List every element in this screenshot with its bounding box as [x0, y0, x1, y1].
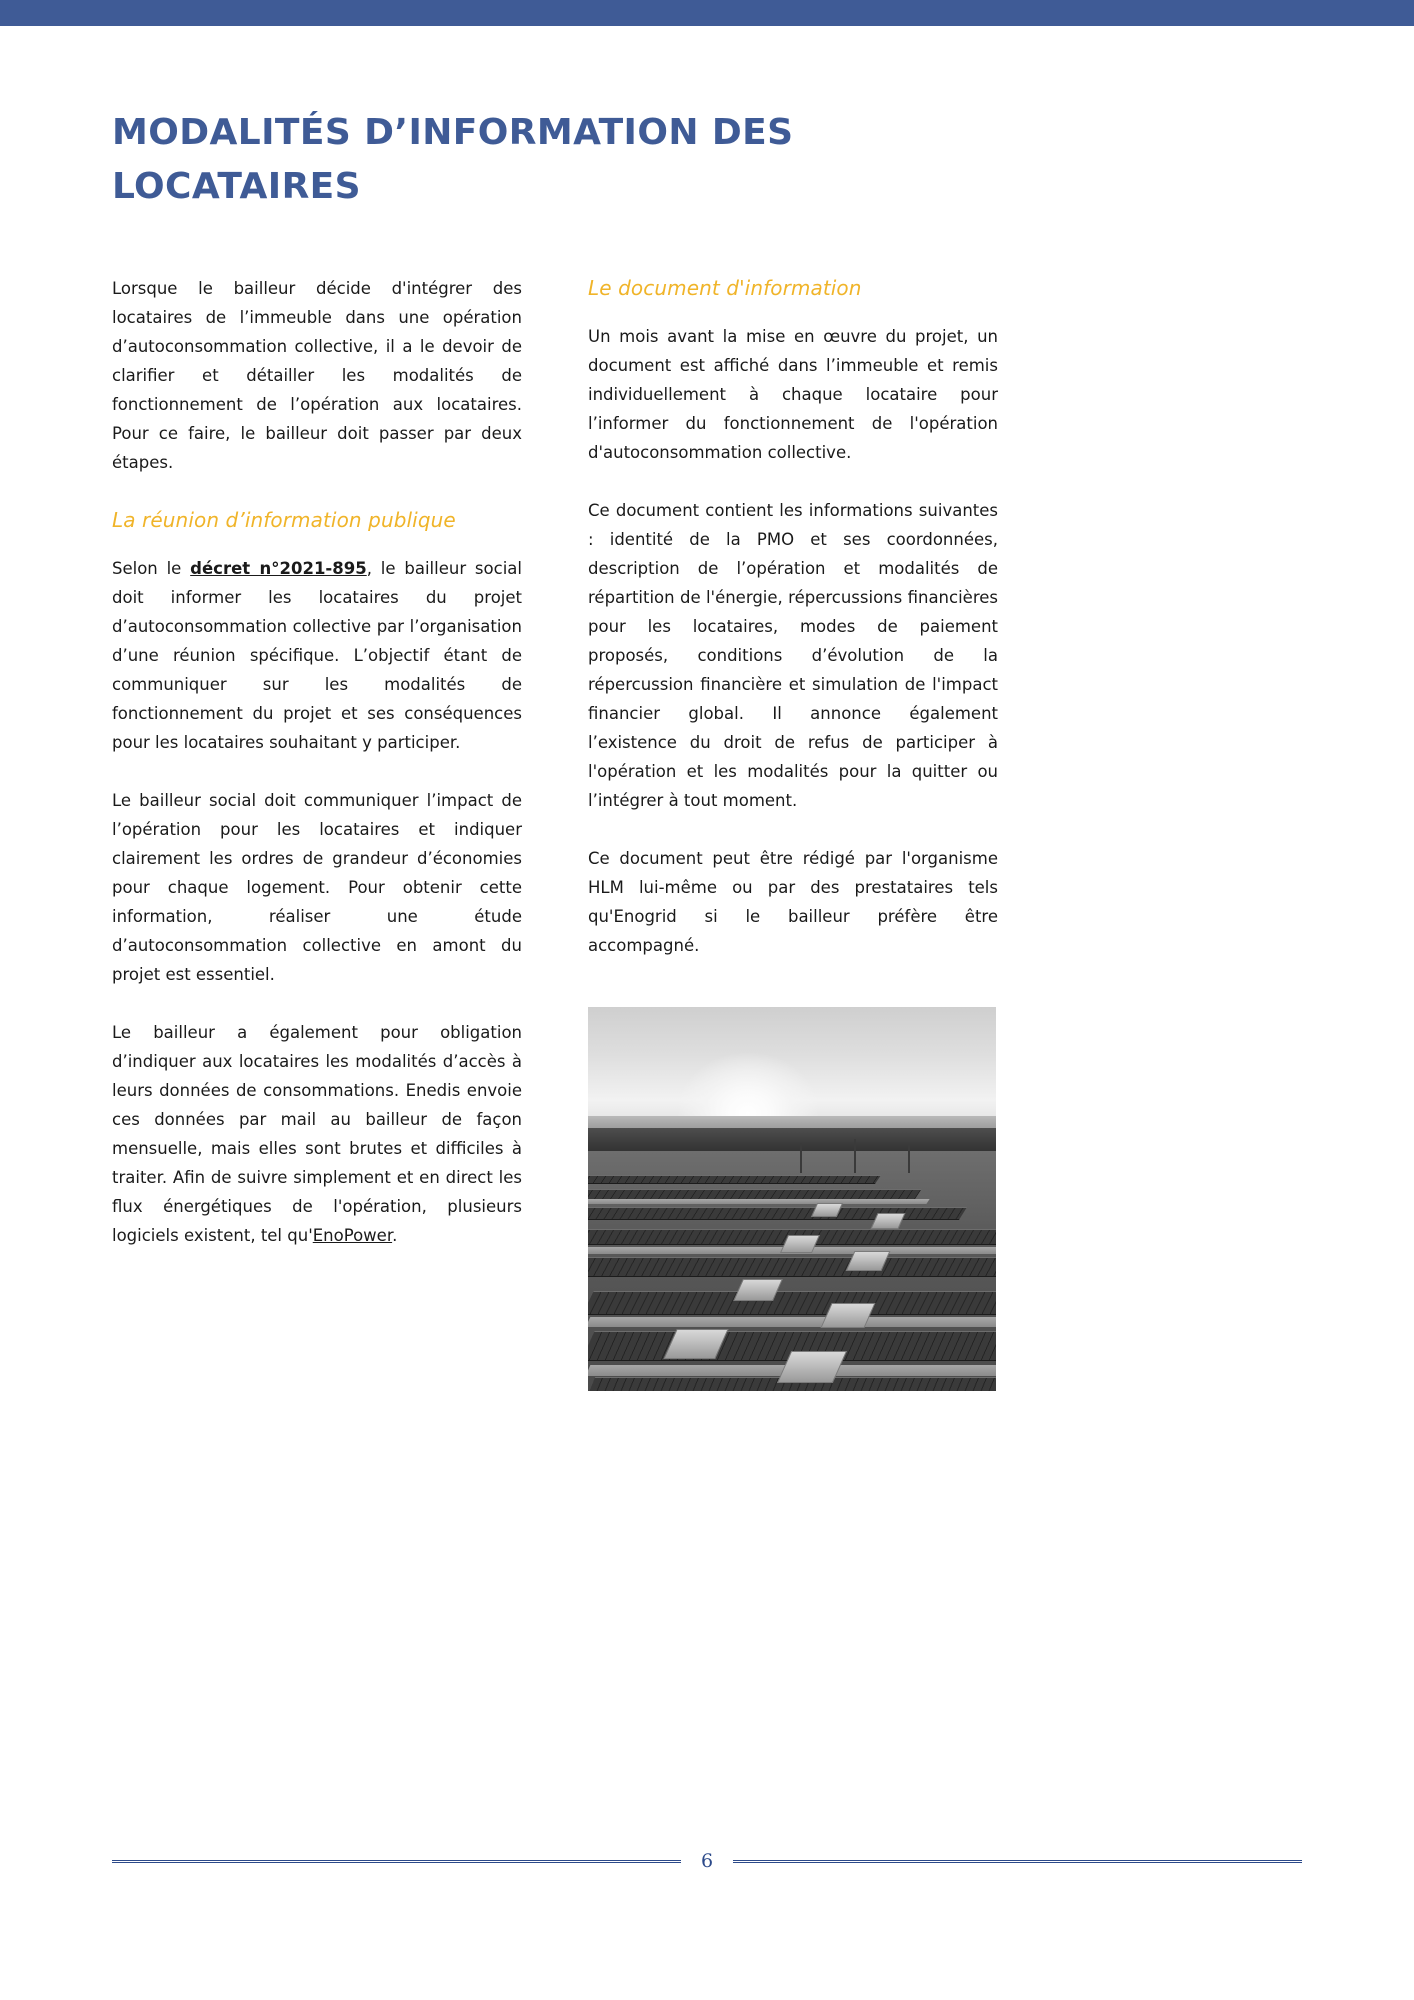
footer-rule-right [733, 1860, 1302, 1863]
page-footer [112, 1846, 1302, 1876]
two-column-body [112, 274, 1302, 1724]
paragraph-impact-economies: Le bailleur social doit communiquer l’impact de l’opération pour les locataires et indiquer clairement les ordres de grandeur d’économies pour chaque logement. Pour obtenir cette information, réaliser une étude d’autoconsommation collective en amont du projet est essentiel. [112, 791, 522, 984]
photo-mast [800, 1143, 802, 1173]
enopower-link[interactable]: EnoPower [312, 1226, 393, 1245]
photo-mast [908, 1145, 910, 1173]
footer-rule-left [112, 1860, 681, 1863]
photo-mast [854, 1139, 856, 1173]
subtitle-document-information: Le document d'information [588, 276, 862, 300]
photo-panel-row [588, 1291, 996, 1315]
paragraph-donnees-text-before: Le bailleur a également pour obligation d’indiquer aux locataires les modalités d’accès à leurs données de consommations. Enedis envoie ces données par mail au bailleur de façon mensuelle, mais elles sont brutes et difficiles à traiter. Afin de suivre simplement et en direct les flux énergétiques de l'opération, plusieurs logiciels existent, tel qu' [112, 1023, 522, 1245]
paragraph-decret [112, 554, 522, 757]
paragraph-donnees-consommation [112, 1018, 522, 1250]
rooftop-solar-photo [588, 1007, 996, 1391]
paragraph-decret-text-after: , le bailleur social doit informer les locataires du projet d’autoconsommation collective par l’organisation d’une réunion spécifique. L’objectif étant de communiquer sur les modalités de fonctionnement du projet et ses conséquences pour les locataires souhaitant y participer. [112, 559, 522, 752]
photo-walkway [588, 1199, 930, 1204]
photo-canvas [588, 1007, 996, 1391]
paragraph-decret-text-before: Selon le [112, 559, 191, 578]
subtitle-reunion-information-publique: La réunion d’information publique [112, 508, 456, 532]
top-accent-bar [0, 0, 1414, 26]
photo-panel-row [588, 1207, 967, 1220]
photo-panel-row [588, 1175, 881, 1184]
paragraph-document-affiche: Un mois avant la mise en œuvre du projet, un document est affiché dans l’immeuble et remis individuellement à chaque locataire pour l’informer du fonctionnement de l'opération d'autoconsommation collective. [588, 327, 998, 462]
document-page [0, 26, 1414, 2000]
decret-link[interactable]: décret n°2021-895 [190, 559, 367, 578]
footer-page-number: 6 [700, 1850, 714, 1872]
photo-panel-row [588, 1257, 996, 1277]
page-title: MODALITÉS D’INFORMATION DES LOCATAIRES [112, 112, 794, 207]
left-column [112, 274, 522, 1250]
paragraph-contenu-document: Ce document contient les informations suivantes : identité de la PMO et ses coordonnées, description de l’opération et modalités de répartition de l'énergie, répercussions financières pour les locataires, modes de paiement proposés, conditions d’évolution de la répercussion financière et simulation de l'impact financier global. Il annonce également l’existence du droit de refus de participer à l'opération et les modalités pour la quitter ou l’intégrer à tout moment. [588, 501, 998, 810]
right-column [588, 274, 998, 960]
photo-walkway [588, 1317, 996, 1327]
paragraph-donnees-text-after: . [392, 1226, 398, 1245]
paragraph-redaction-document: Ce document peut être rédigé par l'organisme HLM lui-même ou par des prestataires tels qu'Enogrid si le bailleur préfère être accompagné. [588, 849, 998, 955]
intro-paragraph: Lorsque le bailleur décide d'intégrer des locataires de l’immeuble dans une opération d’autoconsommation collective, il a le devoir de clarifier et détailler les modalités de fonctionnement de l’opération aux locataires. Pour ce faire, le bailleur doit passer par deux étapes. [112, 279, 522, 472]
